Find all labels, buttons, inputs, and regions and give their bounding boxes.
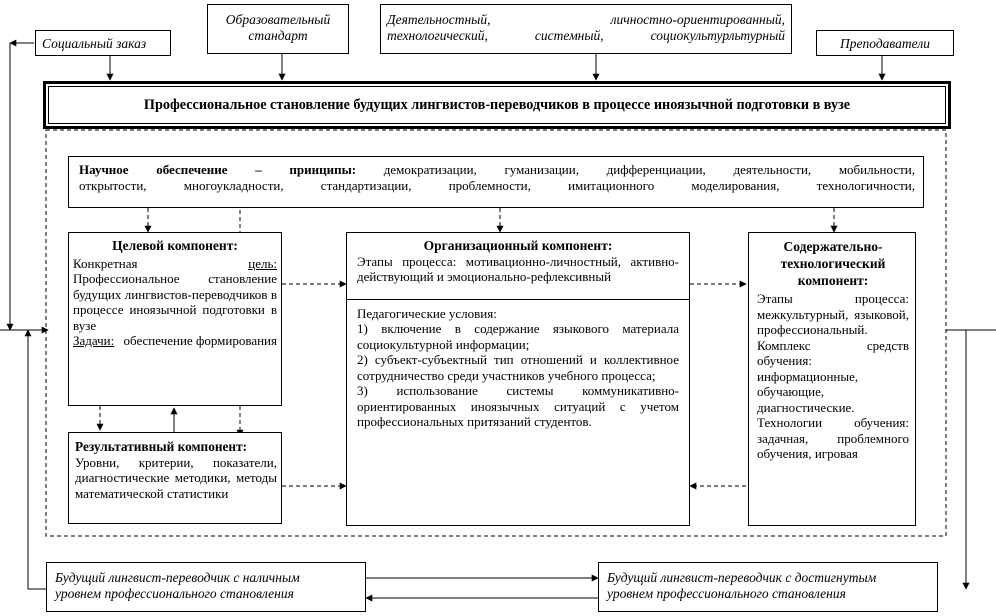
achieved-level-box xyxy=(598,562,938,612)
organizational-divider xyxy=(347,299,689,300)
initial-level-line2: уровнем профессионального становления xyxy=(55,586,294,601)
organizational-component-box xyxy=(346,232,690,526)
principles-label: Научное обеспечение – принципы: xyxy=(79,162,357,177)
principles-line1: демократизации, гуманизации, дифференциации, деятельности, мобильности, xyxy=(383,162,915,177)
result-component-text: Уровни, критерии, показатели, диагностические методики, методы математической статистики xyxy=(75,454,277,501)
result-component-title: Результативный компонент: xyxy=(75,439,248,454)
target-goal-word: цель: xyxy=(248,255,277,271)
educational-standard-line2: стандарт xyxy=(248,28,308,43)
principles-box xyxy=(68,156,924,208)
main-title-box xyxy=(43,81,951,129)
organizational-condition-1: 1) включение в содержание языкового материала социокультурной информации; xyxy=(357,321,679,352)
principles-line2: открытости, многоукладности, стандартизации, проблемности, имитационного моделирования, технологичности, xyxy=(79,177,915,193)
content-tech-component-box xyxy=(748,232,916,526)
teachers-text: Преподаватели xyxy=(840,36,930,51)
target-goal-label: Конкретная xyxy=(73,255,138,271)
approaches-line2: технологический, системный, социокультурльтурный xyxy=(387,28,785,43)
content-tech-title: Содержательно-технологический компонент: xyxy=(780,239,886,288)
achieved-level-line2: уровнем профессионального становления xyxy=(607,586,846,601)
organizational-condition-2: 2) субъект-субъектный тип отношений и коллективное сотрудничество среди участников учебного процесса; xyxy=(357,352,679,383)
teachers-box xyxy=(816,30,954,56)
social-order-text: Социальный заказ xyxy=(42,36,147,51)
content-tech-stages: Этапы процесса: межкультурный, языковой, профессиональный. xyxy=(757,291,909,337)
organizational-stages: Этапы процесса: мотивационно-личностный, активно-действующий и эмоционально-рефлексивный xyxy=(357,253,679,284)
initial-level-box xyxy=(46,562,366,612)
target-goal-text: Профессиональное становление будущих лингвистов-переводчиков в процессе иноязычной подготовки в вузе xyxy=(73,271,277,333)
result-component-box xyxy=(68,432,282,524)
achieved-level-line1: Будущий лингвист-переводчик с достигнутым xyxy=(607,570,877,585)
target-component-title: Целевой компонент: xyxy=(112,238,238,253)
initial-level-line1: Будущий лингвист-переводчик с наличным xyxy=(55,570,300,585)
organizational-conditions-title: Педагогические условия: xyxy=(357,305,497,321)
target-tasks-label: Задачи: xyxy=(73,333,115,348)
educational-standard-box xyxy=(207,4,349,54)
target-component-box xyxy=(68,232,282,406)
educational-standard-line1: Образовательный xyxy=(225,12,331,27)
main-title: Профессиональное становление будущих лингвистов-переводчиков в процессе иноязычной подготовки в вузе xyxy=(143,96,851,113)
approaches-line1: Деятельностный, личностно-ориентированный, xyxy=(387,12,785,27)
organizational-condition-3: 3) использование системы коммуникативно-ориентированных иноязычных ситуаций с учетом профессиональных притязаний студентов. xyxy=(357,383,679,429)
approaches-box xyxy=(380,4,792,54)
content-tech-means: Комплекс средств обучения: информационные, обучающие, диагностические. xyxy=(757,337,909,415)
target-tasks-text: обеспечение формирования xyxy=(123,333,277,348)
content-tech-technologies: Технологии обучения: задачная, проблемного обучения, игровая xyxy=(757,415,909,461)
social-order-box xyxy=(35,30,171,56)
organizational-title: Организационный компонент: xyxy=(423,238,613,253)
